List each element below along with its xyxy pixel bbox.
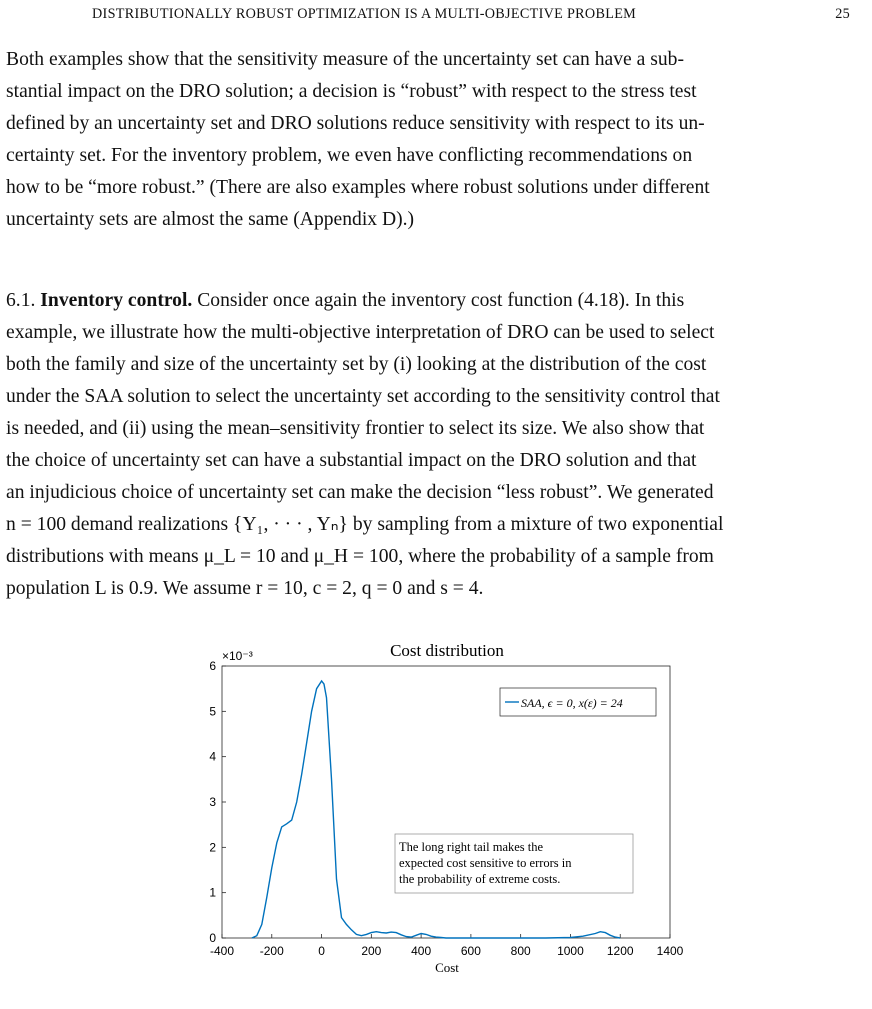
y-exponent-label: ×10⁻³ <box>222 649 253 663</box>
x-tick-label: -200 <box>259 944 284 958</box>
y-tick-label: 4 <box>209 749 216 764</box>
x-tick-label: 800 <box>510 944 531 958</box>
annotation-line: The long right tail makes the <box>399 840 544 854</box>
y-tick-label: 6 <box>209 659 216 673</box>
paragraph-intro <box>6 44 862 236</box>
x-axis-label: Cost <box>435 960 459 975</box>
text-line: Both examples show that the sensitivity measure of the uncertainty set can have a sub- <box>6 49 684 70</box>
text-line: distributions with means μ_L = 10 and μ_H = 100, where the probability of a sample from <box>6 546 714 567</box>
chart-title: Cost distribution <box>390 641 504 660</box>
cost-distribution-figure <box>180 632 700 992</box>
x-tick-label: 600 <box>460 944 481 958</box>
section-title: Inventory control. <box>40 290 193 311</box>
x-tick-label: -400 <box>209 944 235 958</box>
text-line: stantial impact on the DRO solution; a decision is “robust” with respect to the stress test <box>6 81 697 102</box>
x-tick-label: 0 <box>318 944 325 958</box>
y-tick-label: 0 <box>209 931 216 945</box>
cost-distribution-chart <box>180 632 700 992</box>
x-tick-label: 1000 <box>557 944 584 958</box>
text-line: certainty set. For the inventory problem, we even have conflicting recommendations on <box>6 145 693 166</box>
y-tick-label: 3 <box>209 795 216 809</box>
legend-label: SAA, ϵ = 0, x(ε) = 24 <box>521 696 623 710</box>
x-tick-label: 1400 <box>656 944 684 958</box>
text-line: both the family and size of the uncertainty set by (i) looking at the distribution of the cost <box>6 354 707 375</box>
text-line: an injudicious choice of uncertainty set can make the decision “less robust”. We generated <box>6 482 714 503</box>
text-line: defined by an uncertainty set and DRO solutions reduce sensitivity with respect to its un- <box>6 113 705 134</box>
x-tick-label: 1200 <box>606 944 634 958</box>
running-title: DISTRIBUTIONALLY ROBUST OPTIMIZATION IS A MULTI-OBJECTIVE PROBLEM <box>92 6 637 22</box>
text-line: under the SAA solution to select the uncertainty set according to the sensitivity control that <box>6 386 720 407</box>
x-tick-label: 400 <box>411 944 432 958</box>
legend <box>500 688 656 716</box>
page-number: 25 <box>835 6 850 22</box>
text-line: how to be “more robust.” (There are also examples where robust solutions under different <box>6 177 710 198</box>
text-line: Consider once again the inventory cost function (4.18). In this <box>192 290 685 311</box>
text-line: n = 100 demand realizations {Y₁, · · · , Yₙ} by sampling from a mixture of two exponential <box>6 514 724 535</box>
section-heading-line <box>6 285 862 317</box>
text-line: the choice of uncertainty set can have a substantial impact on the DRO solution and that <box>6 450 697 471</box>
y-tick-label: 1 <box>209 885 216 900</box>
text-line: is needed, and (ii) using the mean–sensitivity frontier to select its size. We also show that <box>6 418 705 439</box>
annotation-line: the probability of extreme costs. <box>399 872 561 886</box>
y-tick-label: 5 <box>209 704 216 719</box>
section-number: 6.1. <box>6 290 36 311</box>
text-line: population L is 0.9. We assume r = 10, c = 2, q = 0 and s = 4. <box>6 578 484 599</box>
running-header <box>0 6 872 26</box>
annotation-line: expected cost sensitive to errors in <box>399 856 572 870</box>
x-tick-label: 200 <box>361 944 382 958</box>
paragraph-inventory-control <box>6 285 862 605</box>
text-line: uncertainty sets are almost the same (Appendix D).) <box>6 209 415 230</box>
text-line: example, we illustrate how the multi-objective interpretation of DRO can be used to select <box>6 322 715 343</box>
annotation <box>395 834 633 893</box>
y-tick-label: 2 <box>209 840 216 855</box>
